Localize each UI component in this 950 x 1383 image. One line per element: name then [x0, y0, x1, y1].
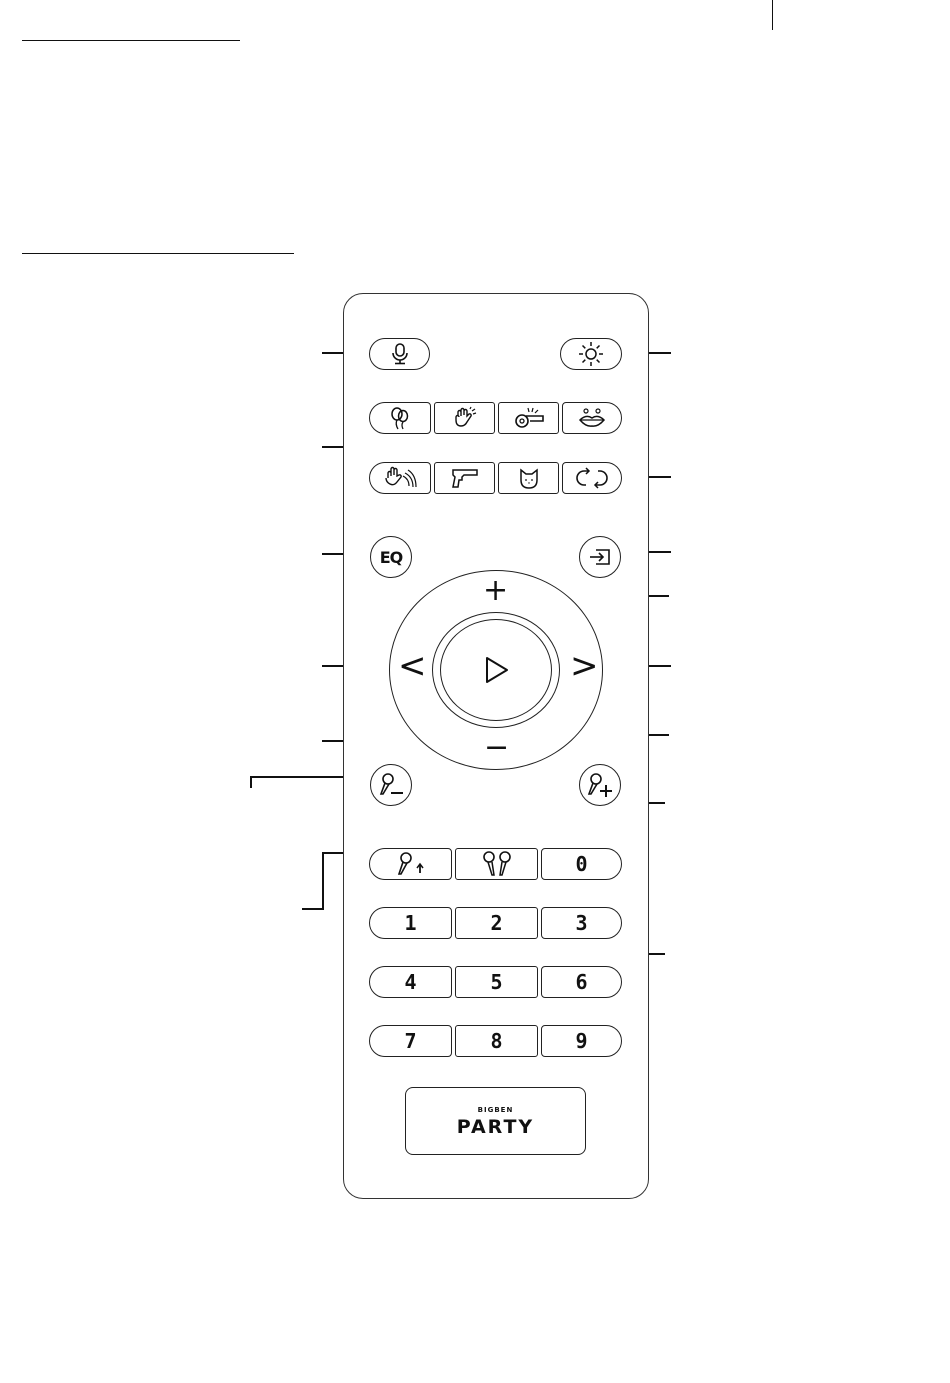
digit-6-label: 6 — [575, 970, 588, 994]
callout-line — [250, 776, 252, 788]
digit-8-label: 8 — [490, 1029, 503, 1053]
callout-line — [649, 665, 671, 667]
callout-line — [649, 352, 671, 354]
duet-button[interactable] — [455, 848, 538, 880]
digit-3-button[interactable] — [541, 907, 622, 939]
logo-brand: BIGBEN — [477, 1106, 514, 1114]
microphone-icon — [389, 342, 411, 366]
callout-line — [322, 852, 324, 910]
mic-volume-down-button[interactable] — [370, 764, 412, 806]
whistle-icon — [512, 406, 546, 430]
digit-9-button[interactable] — [541, 1025, 622, 1057]
callout-line — [649, 551, 671, 553]
digit-4-label: 4 — [404, 970, 417, 994]
mic-volume-up-button[interactable] — [579, 764, 621, 806]
gun-icon — [450, 466, 480, 490]
light-button[interactable] — [560, 338, 622, 370]
digit-0-button[interactable] — [541, 848, 622, 880]
clap-effect-button[interactable] — [434, 402, 495, 434]
loop-effect-button[interactable] — [562, 462, 622, 494]
digit-0-label: 0 — [575, 852, 588, 876]
digit-7-button[interactable] — [369, 1025, 452, 1057]
callout-line — [649, 953, 665, 955]
volume-down-button[interactable]: − — [484, 730, 510, 765]
mic-priority-button[interactable] — [369, 848, 452, 880]
digit-8-button[interactable] — [455, 1025, 538, 1057]
whistle-effect-button[interactable] — [498, 402, 559, 434]
loop-icon — [576, 466, 608, 490]
balloons-icon — [389, 406, 411, 430]
callout-line — [322, 553, 344, 555]
digit-5-label: 5 — [490, 970, 503, 994]
digit-2-label: 2 — [490, 911, 503, 935]
callout-line — [322, 446, 344, 448]
wave-icon — [383, 466, 417, 490]
duet-icon — [479, 850, 515, 878]
edge-tick — [772, 0, 773, 30]
digit-4-button[interactable] — [369, 966, 452, 998]
kiss-icon — [577, 406, 607, 430]
input-source-icon — [588, 548, 612, 566]
callout-line — [322, 740, 344, 742]
mic-volume-up-icon — [586, 772, 614, 798]
digit-5-button[interactable] — [455, 966, 538, 998]
callout-line — [322, 352, 344, 354]
section-rule-2 — [22, 253, 294, 254]
eq-label: EQ — [379, 547, 403, 567]
light-icon — [578, 341, 604, 367]
kiss-effect-button[interactable] — [562, 402, 622, 434]
digit-7-label: 7 — [404, 1029, 417, 1053]
cat-icon — [517, 466, 541, 490]
gun-effect-button[interactable] — [434, 462, 495, 494]
clap-icon — [452, 406, 478, 430]
digit-2-button[interactable] — [455, 907, 538, 939]
play-icon — [484, 655, 510, 685]
microphone-button[interactable] — [369, 338, 430, 370]
eq-button[interactable] — [370, 536, 412, 578]
mic-volume-down-icon — [377, 772, 405, 798]
section-rule-1 — [22, 40, 240, 41]
callout-line — [649, 734, 669, 736]
digit-9-label: 9 — [575, 1029, 588, 1053]
logo-product: PARTY — [456, 1116, 535, 1138]
source-button[interactable] — [579, 536, 621, 578]
balloons-effect-button[interactable] — [369, 402, 431, 434]
next-button[interactable]: > — [570, 646, 599, 686]
digit-1-button[interactable] — [369, 907, 452, 939]
callout-line — [302, 908, 324, 910]
digit-1-label: 1 — [404, 911, 417, 935]
cat-effect-button[interactable] — [498, 462, 559, 494]
callout-line — [250, 776, 344, 778]
callout-line — [322, 665, 344, 667]
callout-line — [322, 852, 344, 854]
mic-priority-icon — [394, 851, 428, 877]
callout-line — [649, 802, 665, 804]
previous-button[interactable]: < — [398, 646, 427, 686]
volume-up-button[interactable]: + — [483, 573, 509, 608]
wave-effect-button[interactable] — [369, 462, 431, 494]
callout-line — [649, 476, 671, 478]
digit-6-button[interactable] — [541, 966, 622, 998]
callout-line — [649, 595, 669, 597]
brand-logo — [405, 1087, 586, 1155]
digit-3-label: 3 — [575, 911, 588, 935]
